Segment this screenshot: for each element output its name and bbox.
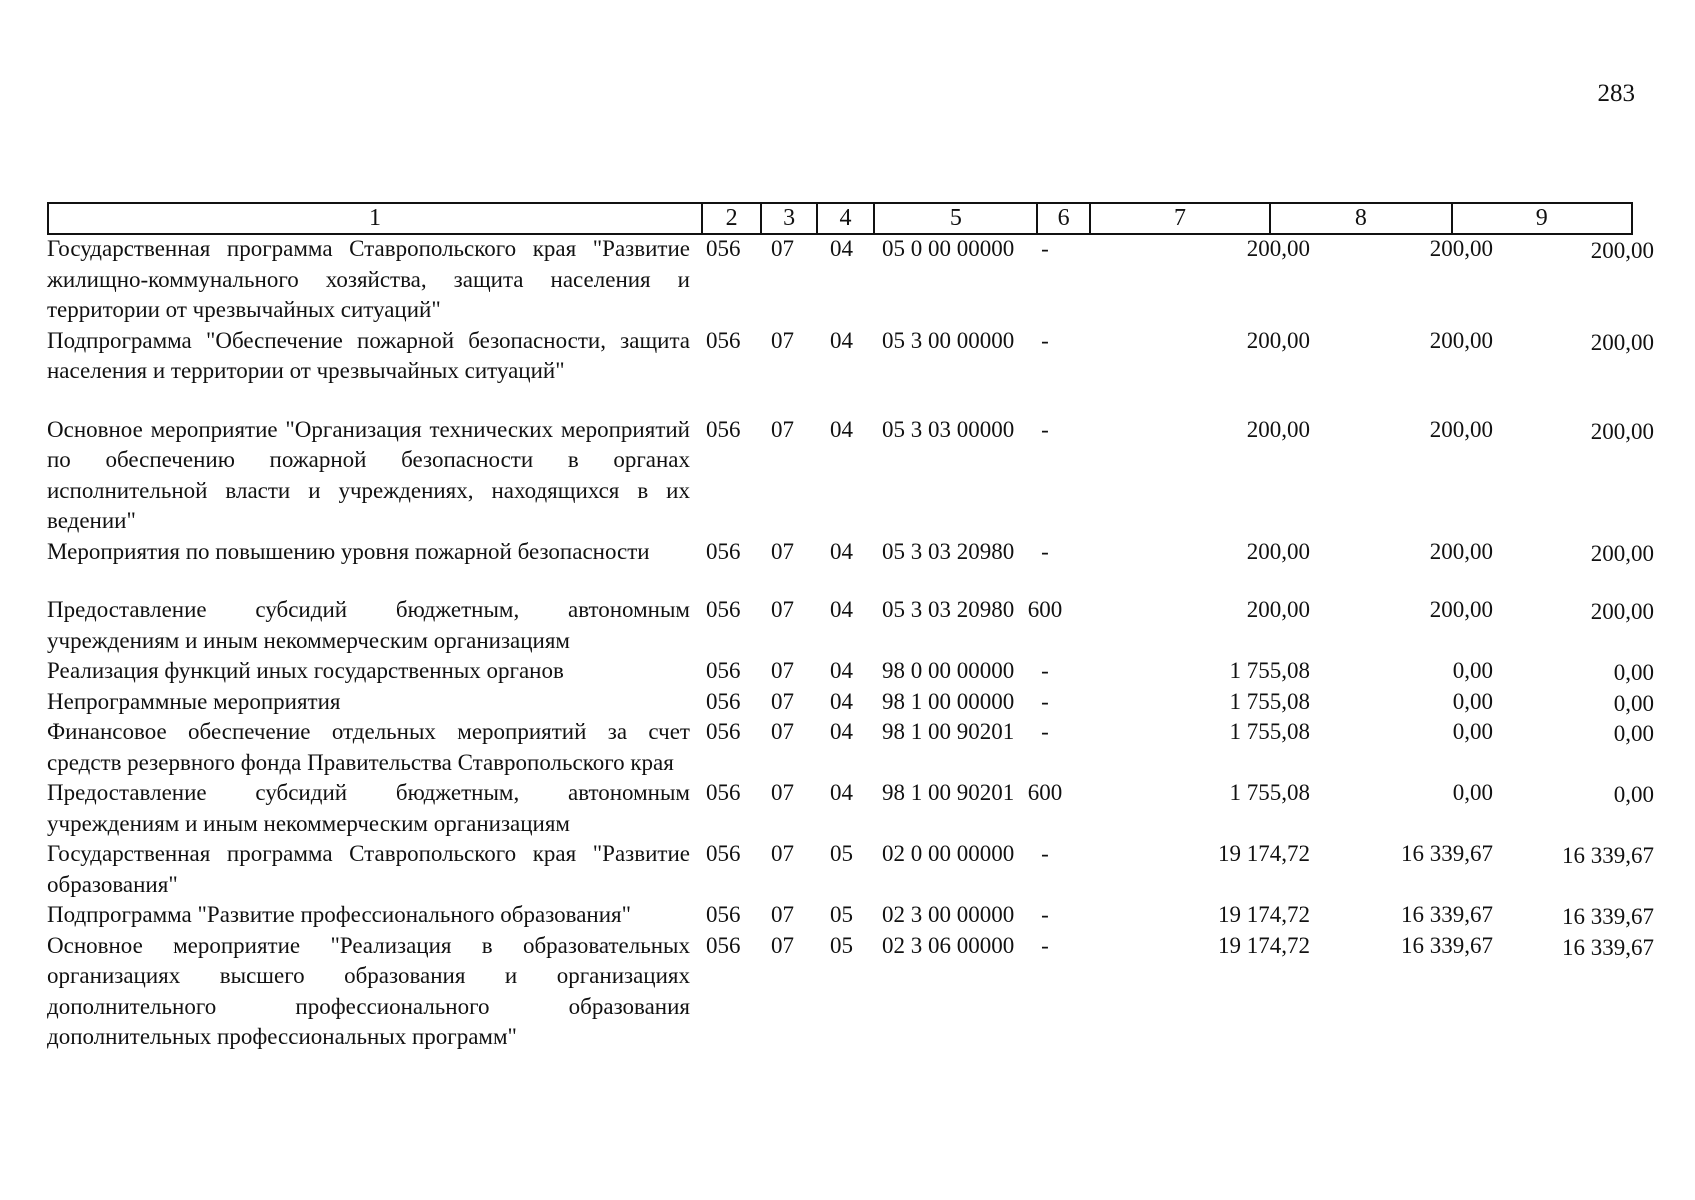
row-description: Подпрограмма "Обеспечение пожарной безопасности, защита населения и территории от чрезвычайных ситуаций" (47, 327, 690, 383)
row-col-3: 07 (771, 932, 794, 958)
column-header: 3 (761, 203, 816, 234)
row-col-7: 1 755,08 (1229, 688, 1310, 714)
column-header: 5 (874, 203, 1037, 234)
row-col-7: 19 174,72 (1218, 902, 1310, 927)
row-col-2: 056 (706, 327, 741, 353)
row-col-9: 200,00 (1590, 238, 1654, 263)
row-col-9: 0,00 (1613, 721, 1654, 746)
row-col-6: - (1041, 902, 1049, 927)
table-row (47, 839, 1654, 900)
row-spacer (47, 387, 1637, 415)
table-row (47, 326, 1654, 387)
row-col-8: 200,00 (1429, 236, 1493, 261)
row-col-3: 07 (771, 780, 794, 805)
row-col-4: 04 (830, 658, 853, 683)
table-row (47, 900, 1654, 931)
row-col-8: 200,00 (1429, 597, 1493, 622)
row-col-6: - (1041, 932, 1049, 958)
row-col-8: 0,00 (1452, 719, 1493, 744)
row-col-6: - (1041, 416, 1049, 442)
row-col-8: 200,00 (1429, 538, 1493, 564)
row-spacer (47, 567, 1637, 595)
table-row (47, 656, 1654, 687)
row-col-7: 1 755,08 (1229, 719, 1310, 744)
row-col-9: 0,00 (1613, 660, 1654, 685)
row-description: Подпрограмма "Развитие профессионального образования" (47, 902, 632, 927)
row-col-4: 04 (830, 780, 853, 805)
row-col-2: 056 (706, 780, 741, 805)
row-col-6: 600 (1027, 780, 1063, 805)
table-row (47, 415, 1654, 537)
row-col-2: 056 (706, 658, 741, 683)
row-col-8: 0,00 (1452, 688, 1493, 714)
row-col-9: 16 339,67 (1562, 843, 1654, 868)
table-row (47, 234, 1654, 326)
row-col-9: 0,00 (1613, 782, 1654, 807)
row-col-4: 04 (830, 597, 853, 622)
row-col-6: - (1041, 719, 1049, 744)
column-header: 8 (1270, 203, 1451, 234)
row-col-4: 04 (830, 236, 853, 261)
row-col-5: 05 3 00 00000 (882, 327, 1015, 353)
row-col-5: 98 0 00 00000 (882, 658, 1015, 683)
budget-table-body (47, 234, 1654, 1053)
row-col-7: 1 755,08 (1229, 658, 1310, 683)
row-col-2: 056 (706, 902, 741, 927)
column-header-row (48, 203, 1632, 234)
row-col-7: 19 174,72 (1218, 841, 1310, 866)
row-col-3: 07 (771, 327, 794, 353)
row-col-9: 16 339,67 (1562, 934, 1654, 960)
row-col-4: 05 (830, 902, 853, 927)
column-header: 7 (1090, 203, 1270, 234)
row-description: Финансовое обеспечение отдельных мероприятий за счет средств резервного фонда Правительства Ставропольского края (47, 719, 690, 775)
row-col-3: 07 (771, 841, 794, 866)
row-col-3: 07 (771, 688, 794, 714)
row-description: Реализация функций иных государственных органов (47, 658, 564, 683)
row-col-5: 05 3 03 00000 (882, 416, 1015, 442)
row-col-8: 200,00 (1429, 327, 1493, 353)
row-col-2: 056 (706, 688, 741, 714)
row-col-2: 056 (706, 719, 741, 744)
row-col-7: 200,00 (1246, 236, 1310, 261)
row-col-9: 200,00 (1590, 418, 1654, 444)
row-col-6: - (1041, 538, 1049, 564)
row-col-6: - (1041, 658, 1049, 683)
row-col-5: 02 0 00 00000 (882, 841, 1015, 866)
row-col-3: 07 (771, 719, 794, 744)
page-number: 283 (1597, 80, 1635, 107)
row-col-6: - (1041, 841, 1049, 866)
row-col-3: 07 (771, 416, 794, 442)
row-description: Государственная программа Ставропольского края "Развитие жилищно-коммунального хозяйства, защита населения и территории от чрезвычайных ситуаций" (47, 236, 690, 322)
row-col-9: 0,00 (1613, 690, 1654, 716)
row-col-2: 056 (706, 538, 741, 564)
row-col-4: 04 (830, 416, 853, 442)
row-col-5: 98 1 00 00000 (882, 688, 1015, 714)
row-col-7: 200,00 (1246, 597, 1310, 622)
row-col-8: 16 339,67 (1401, 902, 1493, 927)
row-col-5: 98 1 00 90201 (882, 719, 1015, 744)
row-col-5: 05 0 00 00000 (882, 236, 1015, 261)
row-col-9: 200,00 (1590, 540, 1654, 566)
row-description: Непрограммные мероприятия (47, 688, 341, 714)
table-row (47, 687, 1654, 718)
row-col-9: 200,00 (1590, 599, 1654, 624)
column-header-table (47, 202, 1633, 235)
row-col-2: 056 (706, 236, 741, 261)
row-col-9: 200,00 (1590, 329, 1654, 355)
column-header: 2 (702, 203, 761, 234)
row-col-5: 02 3 06 00000 (882, 932, 1015, 958)
table-row (47, 778, 1654, 839)
row-col-2: 056 (706, 597, 741, 622)
column-header: 9 (1452, 203, 1632, 234)
row-col-7: 200,00 (1246, 327, 1310, 353)
row-col-7: 200,00 (1246, 416, 1310, 442)
table-row (47, 537, 1654, 568)
row-col-4: 04 (830, 719, 853, 744)
row-description: Предоставление субсидий бюджетным, автономным учреждениям и иным некоммерческим организациям (47, 780, 690, 836)
row-description: Предоставление субсидий бюджетным, автономным учреждениям и иным некоммерческим организациям (47, 597, 690, 653)
table-row (47, 931, 1654, 1053)
row-col-8: 16 339,67 (1401, 932, 1493, 958)
row-col-6: - (1041, 327, 1049, 353)
row-col-8: 200,00 (1429, 416, 1493, 442)
row-col-9: 16 339,67 (1562, 904, 1654, 929)
row-col-2: 056 (706, 932, 741, 958)
row-col-4: 04 (830, 327, 853, 353)
row-col-8: 0,00 (1452, 658, 1493, 683)
row-col-3: 07 (771, 597, 794, 622)
row-col-6: 600 (1027, 597, 1063, 622)
row-col-5: 05 3 03 20980 (882, 538, 1015, 564)
row-description: Основное мероприятие "Реализация в образовательных организациях высшего образования и организациях дополнительного профессионального образования дополнительных профессиональных программ" (47, 932, 690, 1049)
row-col-5: 02 3 00 00000 (882, 902, 1015, 927)
row-col-6: - (1041, 688, 1049, 714)
row-col-7: 200,00 (1246, 538, 1310, 564)
row-col-8: 0,00 (1452, 780, 1493, 805)
row-description: Мероприятия по повышению уровня пожарной безопасности (47, 538, 650, 564)
row-col-3: 07 (771, 658, 794, 683)
row-col-4: 04 (830, 538, 853, 564)
row-description: Основное мероприятие "Организация технических мероприятий по обеспечению пожарной безопасности в органах исполнительной власти и учреждениях, находящихся в их ведении" (47, 416, 690, 533)
column-header: 4 (817, 203, 874, 234)
row-col-4: 05 (830, 932, 853, 958)
column-header: 6 (1037, 203, 1089, 234)
row-col-2: 056 (706, 416, 741, 442)
row-col-5: 05 3 03 20980 (882, 597, 1015, 622)
row-col-6: - (1041, 236, 1049, 261)
row-col-3: 07 (771, 236, 794, 261)
row-col-7: 1 755,08 (1229, 780, 1310, 805)
table-row (47, 717, 1654, 778)
row-col-5: 98 1 00 90201 (882, 780, 1015, 805)
column-header: 1 (48, 203, 702, 234)
row-col-3: 07 (771, 538, 794, 564)
row-col-2: 056 (706, 841, 741, 866)
row-description: Государственная программа Ставропольского края "Развитие образования" (47, 841, 690, 897)
row-col-3: 07 (771, 902, 794, 927)
table-row (47, 595, 1654, 656)
row-col-8: 16 339,67 (1401, 841, 1493, 866)
row-col-4: 04 (830, 688, 853, 714)
row-col-4: 05 (830, 841, 853, 866)
row-col-7: 19 174,72 (1218, 932, 1310, 958)
